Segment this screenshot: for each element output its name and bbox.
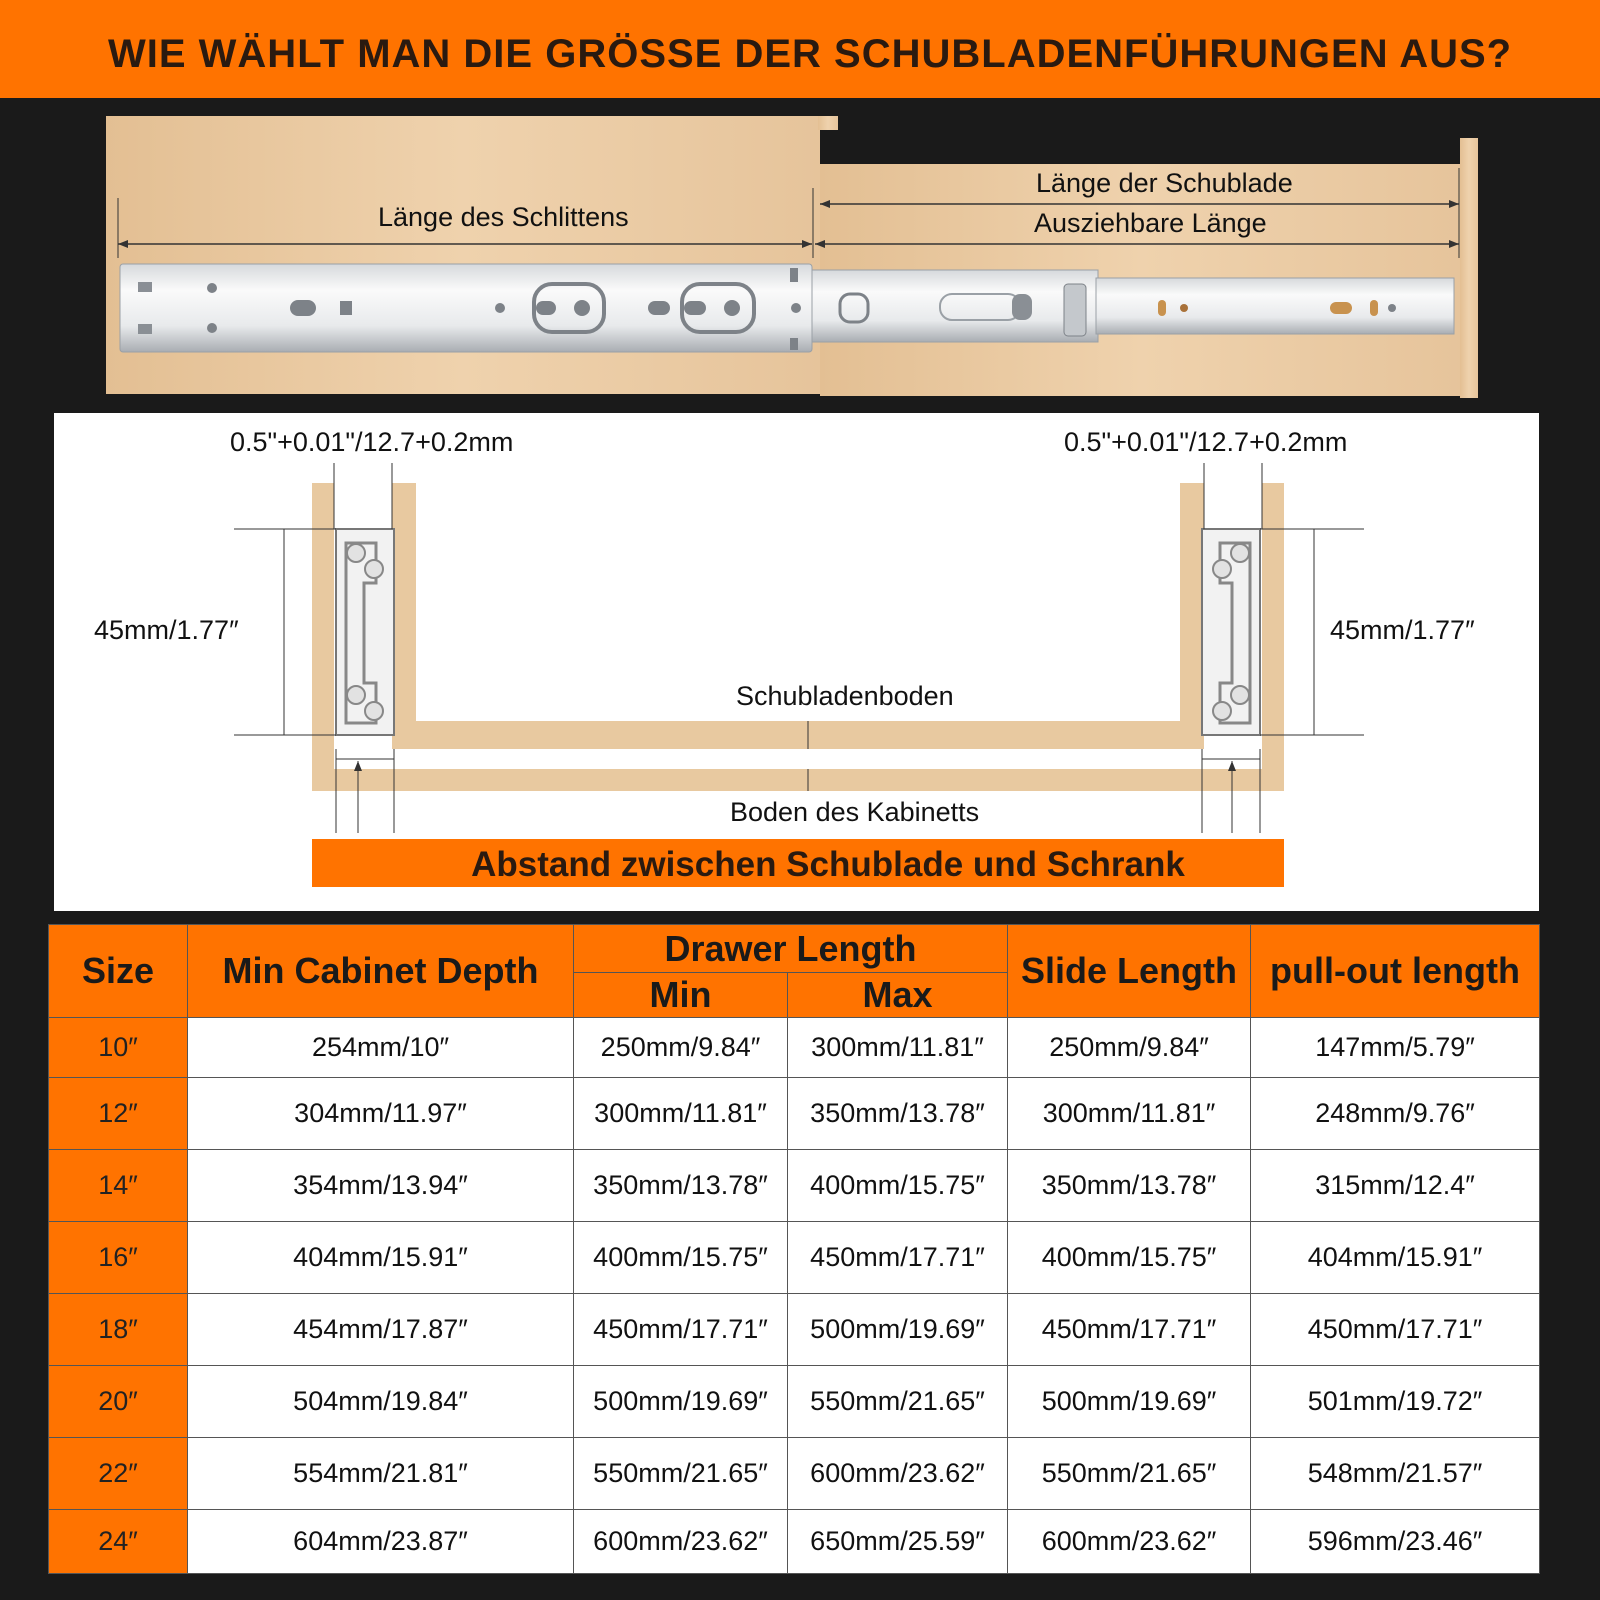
slide-length-cell: 250mm/9.84″	[1008, 1018, 1251, 1078]
pullout-length-label: Ausziehbare Länge	[1034, 208, 1267, 238]
clearance-banner-text: Abstand zwischen Schublade und Schrank	[471, 845, 1185, 884]
table-row	[49, 1366, 1540, 1438]
drawer-min-cell: 250mm/9.84″	[574, 1018, 788, 1078]
slide-length-cell: 500mm/19.69″	[1008, 1366, 1251, 1438]
size-cell: 20″	[49, 1366, 188, 1438]
header-slide-length: Slide Length	[1008, 925, 1251, 1018]
cabinet-bottom-label: Boden des Kabinetts	[730, 797, 980, 827]
height-right-label: 45mm/1.77″	[1330, 615, 1475, 645]
min-cabinet-depth-cell: 504mm/19.84″	[188, 1366, 574, 1438]
drawer-min-cell: 600mm/23.62″	[574, 1510, 788, 1574]
slide-illustration	[0, 98, 1600, 410]
page-title: WIE WÄHLT MAN DIE GRÖSSE DER SCHUBLADENFÜHRUNGEN AUS?	[108, 32, 1513, 76]
header-drawer-length: Drawer Length	[574, 925, 1008, 973]
min-cabinet-depth-cell: 454mm/17.87″	[188, 1294, 574, 1366]
table-row	[49, 1078, 1540, 1150]
pullout-length-cell: 147mm/5.79″	[1251, 1018, 1540, 1078]
pullout-length-cell: 501mm/19.72″	[1251, 1366, 1540, 1438]
drawer-max-cell: 400mm/15.75″	[788, 1150, 1008, 1222]
height-left-label: 45mm/1.77″	[94, 615, 239, 645]
gap-left-label: 0.5"+0.01"/12.7+0.2mm	[230, 427, 514, 457]
drawer-min-cell: 500mm/19.69″	[574, 1366, 788, 1438]
table-row	[49, 1294, 1540, 1366]
min-cabinet-depth-cell: 304mm/11.97″	[188, 1078, 574, 1150]
min-cabinet-depth-cell: 604mm/23.87″	[188, 1510, 574, 1574]
drawer-min-cell: 450mm/17.71″	[574, 1294, 788, 1366]
table-row	[49, 1018, 1540, 1078]
size-cell: 18″	[49, 1294, 188, 1366]
size-cell: 24″	[49, 1510, 188, 1574]
cross-section-drawing	[54, 413, 1539, 911]
size-table	[48, 924, 1540, 1574]
slide-length-cell: 450mm/17.71″	[1008, 1294, 1251, 1366]
drawer-max-cell: 450mm/17.71″	[788, 1222, 1008, 1294]
pullout-length-cell: 404mm/15.91″	[1251, 1222, 1540, 1294]
slide-length-cell: 400mm/15.75″	[1008, 1222, 1251, 1294]
middle-slide-member	[812, 270, 1098, 342]
drawer-length-label: Länge der Schublade	[1036, 168, 1293, 198]
drawer-min-cell: 300mm/11.81″	[574, 1078, 788, 1150]
min-cabinet-depth-cell: 554mm/21.81″	[188, 1438, 574, 1510]
gap-right-label: 0.5"+0.01"/12.7+0.2mm	[1064, 427, 1348, 457]
size-cell: 16″	[49, 1222, 188, 1294]
drawer-max-cell: 650mm/25.59″	[788, 1510, 1008, 1574]
size-table-body	[49, 1018, 1540, 1574]
inner-slide-member	[1096, 278, 1454, 334]
min-cabinet-depth-cell: 254mm/10″	[188, 1018, 574, 1078]
drawer-max-cell: 600mm/23.62″	[788, 1438, 1008, 1510]
header-bar	[0, 0, 1600, 98]
cross-section-panel	[54, 413, 1539, 911]
drawer-max-cell: 350mm/13.78″	[788, 1078, 1008, 1150]
drawer-min-cell: 550mm/21.65″	[574, 1438, 788, 1510]
drawer-max-cell: 300mm/11.81″	[788, 1018, 1008, 1078]
drawer-max-cell: 500mm/19.69″	[788, 1294, 1008, 1366]
pullout-length-cell: 450mm/17.71″	[1251, 1294, 1540, 1366]
header-drawer-min: Min	[574, 973, 788, 1018]
pullout-length-cell: 596mm/23.46″	[1251, 1510, 1540, 1574]
slide-length-label: Länge des Schlittens	[378, 202, 629, 232]
size-cell: 10″	[49, 1018, 188, 1078]
slide-length-diagram	[0, 98, 1600, 410]
slide-length-cell: 600mm/23.62″	[1008, 1510, 1251, 1574]
drawer-min-cell: 400mm/15.75″	[574, 1222, 788, 1294]
min-cabinet-depth-cell: 354mm/13.94″	[188, 1150, 574, 1222]
table-row	[49, 1150, 1540, 1222]
size-cell: 22″	[49, 1438, 188, 1510]
size-cell: 14″	[49, 1150, 188, 1222]
header-size: Size	[49, 925, 188, 1018]
slide-length-cell: 350mm/13.78″	[1008, 1150, 1251, 1222]
outer-slide-member	[120, 264, 812, 352]
header-drawer-max: Max	[788, 973, 1008, 1018]
slide-length-cell: 550mm/21.65″	[1008, 1438, 1251, 1510]
pullout-length-cell: 315mm/12.4″	[1251, 1150, 1540, 1222]
drawer-front	[1460, 138, 1478, 398]
header-min-cabinet-depth: Min Cabinet Depth	[188, 925, 574, 1018]
min-cabinet-depth-cell: 404mm/15.91″	[188, 1222, 574, 1294]
drawer-max-cell: 550mm/21.65″	[788, 1366, 1008, 1438]
table-row	[49, 1222, 1540, 1294]
size-cell: 12″	[49, 1078, 188, 1150]
pullout-length-cell: 548mm/21.57″	[1251, 1438, 1540, 1510]
drawer-min-cell: 350mm/13.78″	[574, 1150, 788, 1222]
pullout-length-cell: 248mm/9.76″	[1251, 1078, 1540, 1150]
clearance-banner	[312, 839, 1284, 887]
header-pullout-length: pull-out length	[1251, 925, 1540, 1018]
slide-length-cell: 300mm/11.81″	[1008, 1078, 1251, 1150]
table-row	[49, 1510, 1540, 1574]
table-row	[49, 1438, 1540, 1510]
drawer-bottom-label: Schubladenboden	[736, 681, 954, 711]
